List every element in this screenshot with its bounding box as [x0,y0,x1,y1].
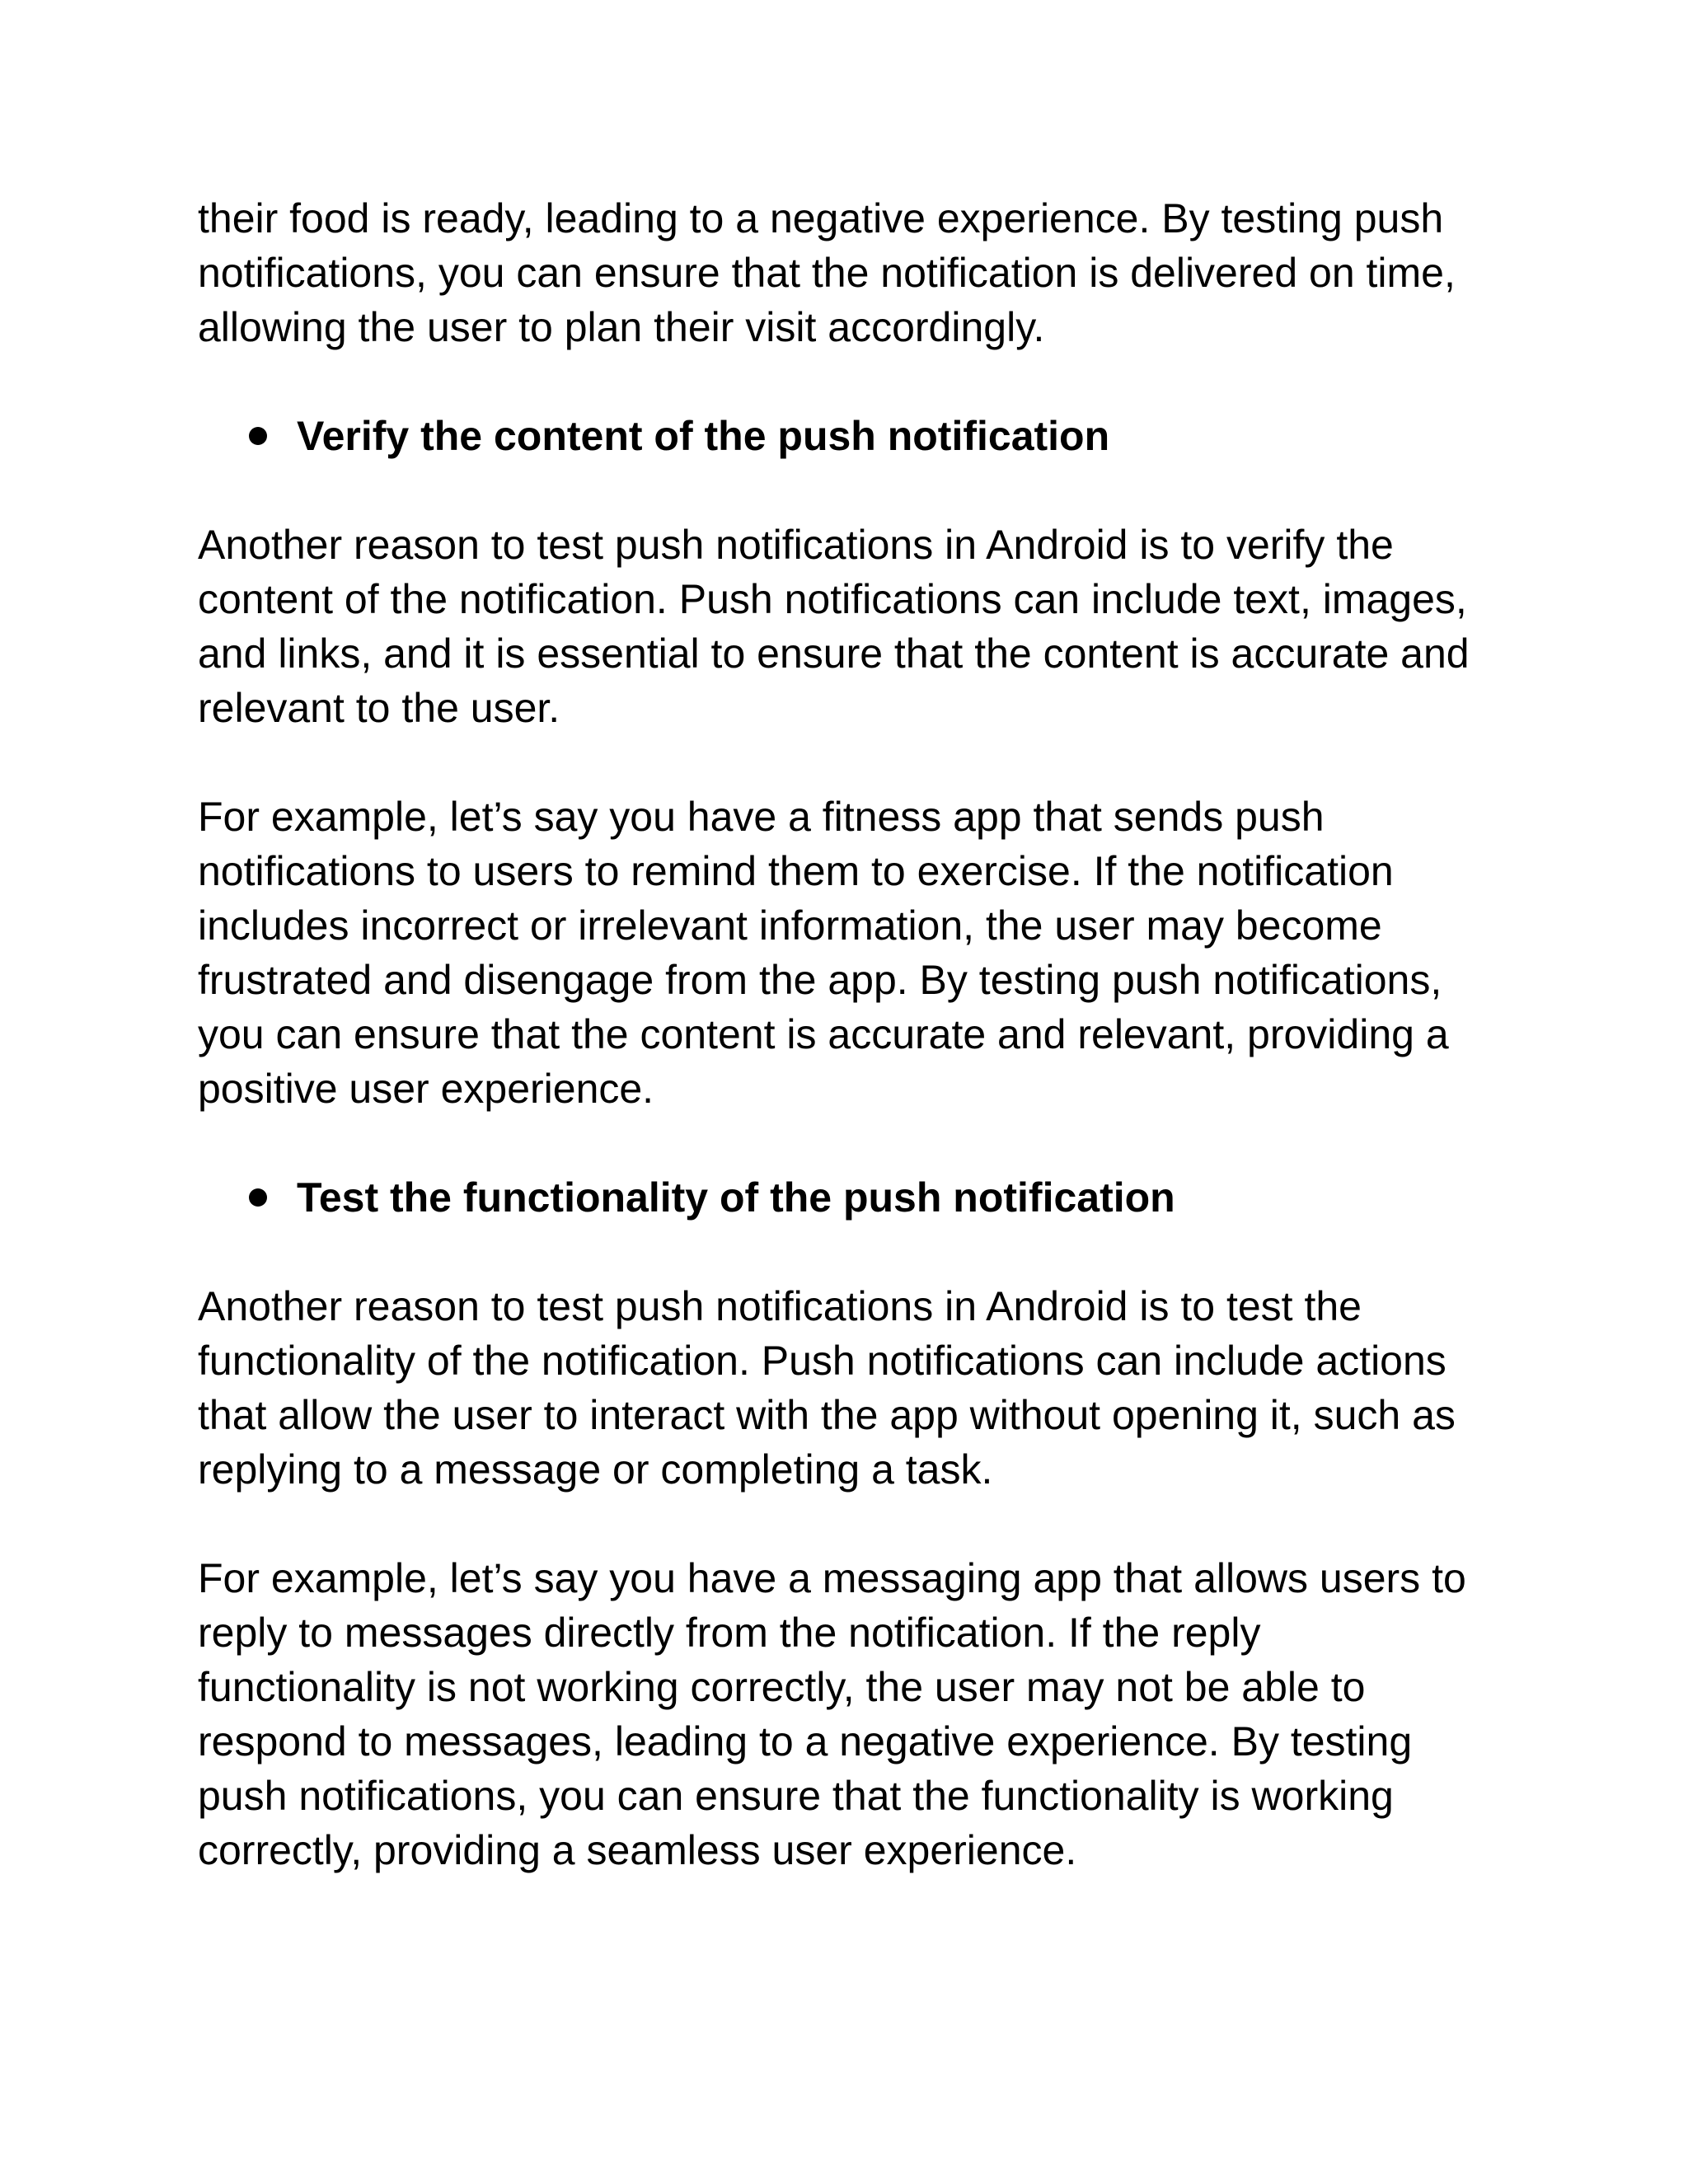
paragraph-fitness-example: For example, let’s say you have a fitness app that sends push notifications to users to remind them to exercise. If the notification includes incorrect or irrelevant information, the user may become frustrated and disengage from the app. By testing push notifications, you can ensure that the content is accurate and relevant, providing a positive user experience. [198,794,1449,1112]
paragraph-food-ready: their food is ready, leading to a negative experience. By testing push notifications, you can ensure that the notification is delivered on time, allowing the user to plan their visit accordingly. [198,195,1456,350]
paragraph-messaging-example: For example, let’s say you have a messaging app that allows users to reply to messages directly from the notification. If the reply functionality is not working correctly, the user may not be able to respond to messages, leading to a negative experience. By testing push notifications, you can ensure that the functionality is working correctly, providing a seamless user experience. [198,1555,1466,1873]
bullet-dot-icon [249,1188,267,1207]
paragraph-verify-content: Another reason to test push notifications in Android is to verify the content of the notification. Push notifications can include text, images, and links, and it is essential to ensure that the content is accurate and relevant to the user. [198,522,1470,731]
document-body [198,191,1517,1932]
paragraph-test-functionality: Another reason to test push notifications in Android is to test the functionality of the notification. Push notifications can include actions that allow the user to interact with the app without opening it, such as replying to a message or completing a task. [198,1283,1456,1493]
bullet-heading-text: Verify the content of the push notification [297,413,1110,459]
bullet-heading-test-functionality [198,1170,1517,1225]
bullet-heading-verify-content [198,409,1517,463]
bullet-dot-icon [249,427,267,445]
bullet-heading-text: Test the functionality of the push notification [297,1174,1175,1221]
